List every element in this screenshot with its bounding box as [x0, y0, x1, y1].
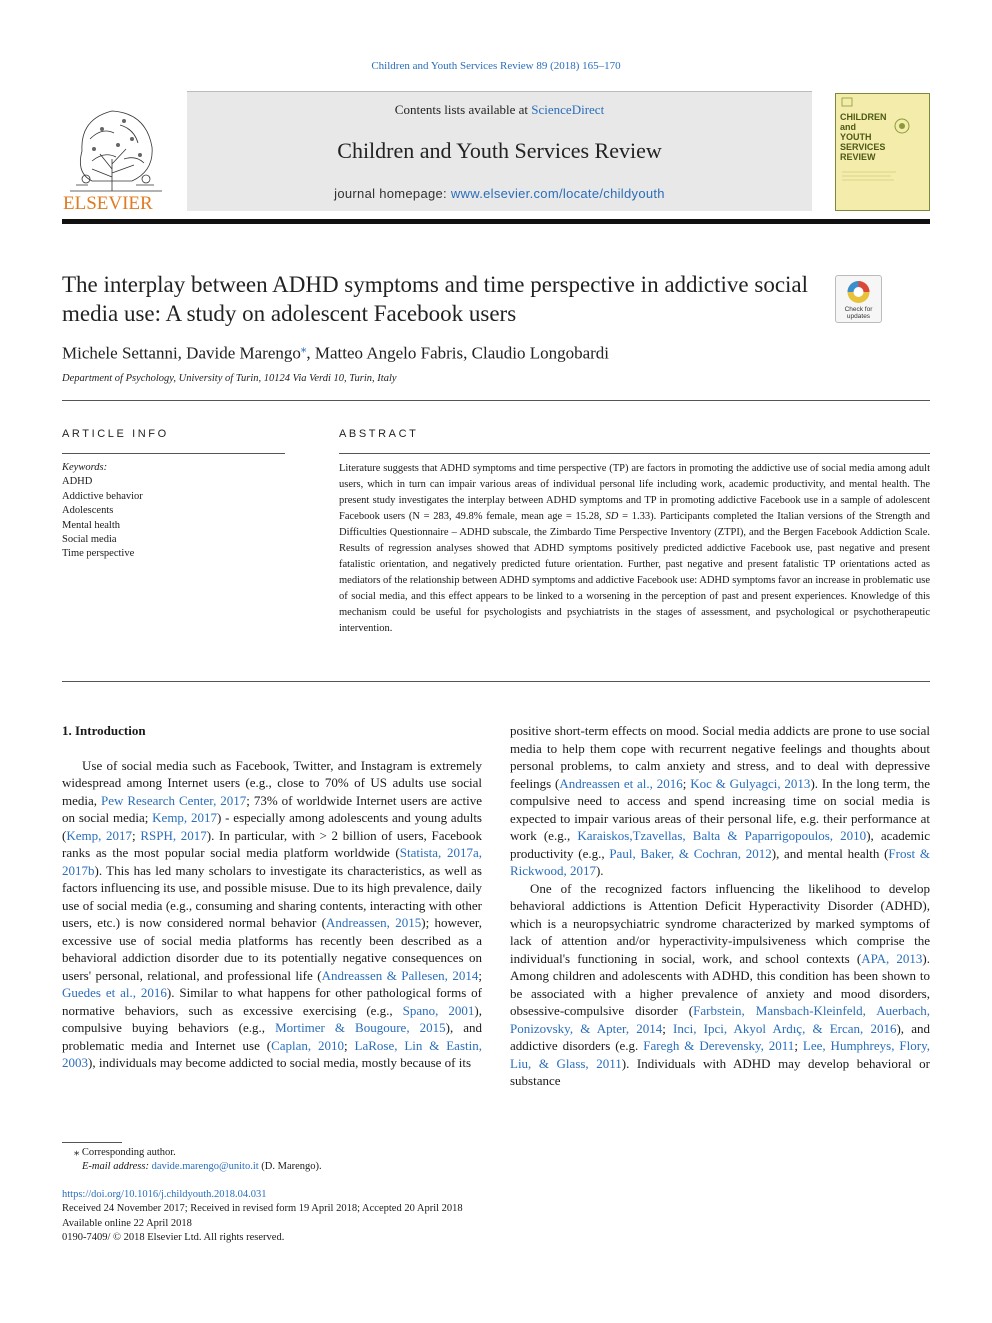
citation-link[interactable]: Andreassen et al., 2016 [559, 775, 683, 791]
svg-text:Check for: Check for [844, 306, 873, 313]
homepage-line [187, 186, 812, 201]
journal-header [62, 91, 930, 213]
citation-link[interactable]: Guedes et al., 2016 [62, 985, 167, 1000]
contents-prefix: Contents lists available at [394, 102, 532, 117]
citation-link[interactable]: RSPH, 2017 [140, 827, 207, 843]
citation-link[interactable]: Caplan, 2010 [271, 1037, 345, 1053]
copyright-notice: 0190-7409/ © 2018 Elsevier Ltd. All rights reserved. [62, 1231, 285, 1243]
citation-link[interactable]: APA, 2013 [861, 950, 923, 966]
citation-link[interactable]: Kemp, 2017 [152, 810, 217, 825]
journal-homepage-link[interactable]: www.elsevier.com/locate/childyouth [450, 186, 665, 201]
citation-link[interactable]: Lee, Humphreys, Flory, Liu, & Glass, 2011 [510, 1038, 930, 1071]
paragraph: positive short-term effects on mood. Social media addicts are prone to use social media to help them cope with recurrent negative feelings and thoughts about personal problems, to calm anxiety and stress, and to deal with depressive feelings (Andreassen et al., 2016; Koc & Gulyagci, 2013). In the long term, the compulsive need to access and spend increasing time on social media is expected to impair various areas of their personal life, e.g. their performance at work (e.g., Karaiskos,Tzavellas, Balta & Paparrigopoulos, 2010), academic productivity (e.g., Paul, Baker, & Cochran, 2012), and mental health (Frost & Rickwood, 2017). [510, 723, 931, 878]
publication-info [62, 1188, 662, 1245]
article-info-heading: ARTICLE INFO [62, 428, 169, 440]
divider [62, 453, 285, 454]
footnote-email: E-mail address: davide.marengo@unito.it (D. Marengo). [82, 1161, 322, 1172]
citation-link[interactable]: Frost & Rickwood, 2017 [510, 845, 930, 878]
available-online-date: Available online 22 April 2018 [62, 1217, 192, 1229]
keywords-heading: Keywords: [62, 462, 108, 473]
footnote-corresponding: ⁎ Corresponding author. [74, 1147, 176, 1158]
header-center [187, 91, 812, 211]
journal-cover-thumbnail[interactable] [835, 93, 930, 211]
citation-link[interactable]: Farbstein, Mansbach-Kleinfeld, Auerbach, Ponizovsky, & Apter, 2014 [510, 1003, 930, 1036]
check-for-updates-button[interactable] [835, 275, 882, 323]
authors-text-rest: , Matteo Angelo Fabris, Claudio Longobardi [306, 343, 610, 363]
authors-text: Michele Settanni, Davide Marengo [62, 343, 301, 363]
citation-link[interactable]: LaRose, Lin & Eastin, 2003 [62, 1037, 482, 1070]
keyword-item: Time perspective [62, 548, 135, 560]
body-column-left [62, 722, 482, 1072]
cover-title: CHILDREN and YOUTH SERVICES REVIEW [840, 112, 887, 162]
elsevier-tree-icon [62, 99, 172, 211]
received-dates: Received 24 November 2017; Received in revised form 19 April 2018; Accepted 20 April 2018 [62, 1203, 463, 1215]
abstract-heading: ABSTRACT [339, 428, 419, 440]
svg-text:updates: updates [846, 313, 871, 320]
citation-link[interactable]: Andreassen, 2015 [326, 915, 422, 930]
citation-link[interactable]: Karaiskos,Tzavellas, Balta & Paparrigopoulos, 2010 [577, 828, 867, 843]
corresponding-author-mark[interactable]: ⁎ [300, 343, 307, 355]
citation-link[interactable]: Paul, Baker, & Cochran, 2012 [609, 845, 772, 861]
email-link[interactable]: davide.marengo@unito.it [151, 1161, 259, 1172]
elsevier-wordmark: ELSEVIER [63, 193, 153, 211]
divider [62, 400, 930, 401]
citation-link[interactable]: Pew Research Center, 2017 [100, 792, 247, 808]
citation-link[interactable]: Spano, 2001 [402, 1002, 475, 1018]
crossmark-icon [836, 276, 881, 322]
paragraph: One of the recognized factors influencing the likelihood to develop behavioral addictions is Attention Deficit Hyperactivity Disorder (ADHD), which is a neuropsychiatric syndrome characterized by marked symptoms of lack of attention and/or hyperactivity-impulsiveness which comprise the individual's functioning in social, work, and school contexts (APA, 2013). Among children and adolescents with ADHD, this condition has been shown to be associated with a higher prevalence of anxiety and mood disorders, obsessive-compulsive disorder (Farbstein, Mansbach-Kleinfeld, Auerbach, Ponizovsky, & Apter, 2014; Inci, Ipci, Akyol Ardıç, & Ercan, 2016), and addictive disorders (e.g. Faregh & Derevensky, 2011; Lee, Humphreys, Flory, Liu, & Glass, 2011). Individuals with ADHD may develop behavioral or substance [510, 880, 930, 1088]
section-heading-introduction: 1. Introduction [62, 723, 146, 738]
sciencedirect-link[interactable]: ScienceDirect [531, 102, 605, 117]
keyword-item: Social media [62, 534, 117, 546]
citation-link[interactable]: Faregh & Derevensky, 2011 [643, 1038, 795, 1053]
doi-link[interactable]: https://doi.org/10.1016/j.childyouth.2018.04.031 [62, 1189, 267, 1200]
divider [62, 681, 930, 682]
article-title: The interplay between ADHD symptoms and time perspective in addictive social media use: A study on adolescent Facebook users [62, 272, 809, 326]
divider [339, 453, 930, 454]
header-divider [62, 219, 930, 224]
affiliation: Department of Psychology, University of Turin, 10124 Via Verdi 10, Turin, Italy [62, 373, 397, 384]
footnote-divider [62, 1142, 122, 1143]
journal-title[interactable]: Children and Youth Services Review [337, 138, 662, 163]
citation-link[interactable]: Statista, 2017a, 2017b [62, 845, 482, 878]
journal-citation[interactable]: Children and Youth Services Review 89 (2018) 165–170 [371, 60, 621, 72]
author-list [62, 342, 609, 364]
keywords-list [62, 461, 282, 562]
citation-link[interactable]: Mortimer & Bougoure, 2015 [275, 1020, 446, 1035]
contents-line [187, 102, 812, 118]
citation-link[interactable]: Kemp, 2017 [66, 827, 133, 843]
abstract-text: Literature suggests that ADHD symptoms and time perspective (TP) are factors in promoting the addictive use of social media among adult users, which in turn can impair various areas of individual personal life including work, academic productivity, and mental health. The present study investigates the interplay between ADHD symptoms and TP in promoting addictive Facebook use in a sample of adolescent Facebook users (N = 283, 49.8% female, mean age = 15.28, SD = 1.33). Participants completed the Italian versions of the Strength and Difficulties Questionnaire – ADHD subscale, the Zimbardo Time Perspective Inventory (ZTPI), and the Bergen Facebook Addiction Scale. Results of regression analyses showed that ADHD symptoms positively predicted addictive Facebook use, past negative and present fatalistic orientation, and negatively predicted future orientation. Further, past negative and present fatalistic TP orientations acted as mediators of the relationship between ADHD symptoms and addictive Facebook use: ADHD symptoms favor an increase in problematic use of social media, and this effect appears to be linked to a worsening in the perception of past and present experiences. Knowledge of this mechanism could be useful for psychologists and psychiatrists in the stages of assessment, and psychological or psychotherapeutic intervention. [339, 463, 930, 634]
keyword-item: Adolescents [62, 505, 114, 517]
citation-link[interactable]: Andreassen & Pallesen, 2014 [321, 967, 479, 983]
citation-link[interactable]: Koc & Gulyagci, 2013 [690, 775, 811, 791]
homepage-prefix: journal homepage: [334, 186, 451, 201]
keyword-item: ADHD [62, 476, 93, 488]
elsevier-logo[interactable] [62, 99, 172, 211]
footnotes [62, 1146, 562, 1174]
keyword-item: Addictive behavior [62, 490, 143, 502]
body-column-right [510, 722, 930, 1090]
citation-link[interactable]: Inci, Ipci, Akyol Ardıç, & Ercan, 2016 [673, 1020, 897, 1036]
paragraph: Use of social media such as Facebook, Twitter, and Instagram is extremely widespread among Internet users (e.g., close to 70% of US adults use social media, Pew Research Center, 2017; 73% of worldwide Internet users are active on social media; Kemp, 2017) - especially among adolescents and young adults (Kemp, 2017; RSPH, 2017). In particular, with > 2 billion of users, Facebook ranks as the most popular social media platform worldwide (Statista, 2017a, 2017b). This has led many scholars to investigate its characteristics, as well as factors influencing its use, and possible misuse. Due to its high prevalence, daily use of social media (e.g., consuming and sharing contents, interacting with other users, etc.) is now considered normal behavior (Andreassen, 2015); however, excessive use of social media platforms has recently been described as a behavioral addiction disorder due to its potentially negative consequences on users' personal, relational, and professional life (Andreassen & Pallesen, 2014; Guedes et al., 2016). Similar to what happens for other pathological forms of normative behaviors, such as excessive exercising (e.g., Spano, 2001), compulsive buying behaviors (e.g., Mortimer & Bougoure, 2015), and problematic media and Internet use (Caplan, 2010; LaRose, Lin & Eastin, 2003), individuals may become addicted to social media, mostly because of its [62, 757, 483, 1070]
keyword-item: Mental health [62, 519, 121, 531]
